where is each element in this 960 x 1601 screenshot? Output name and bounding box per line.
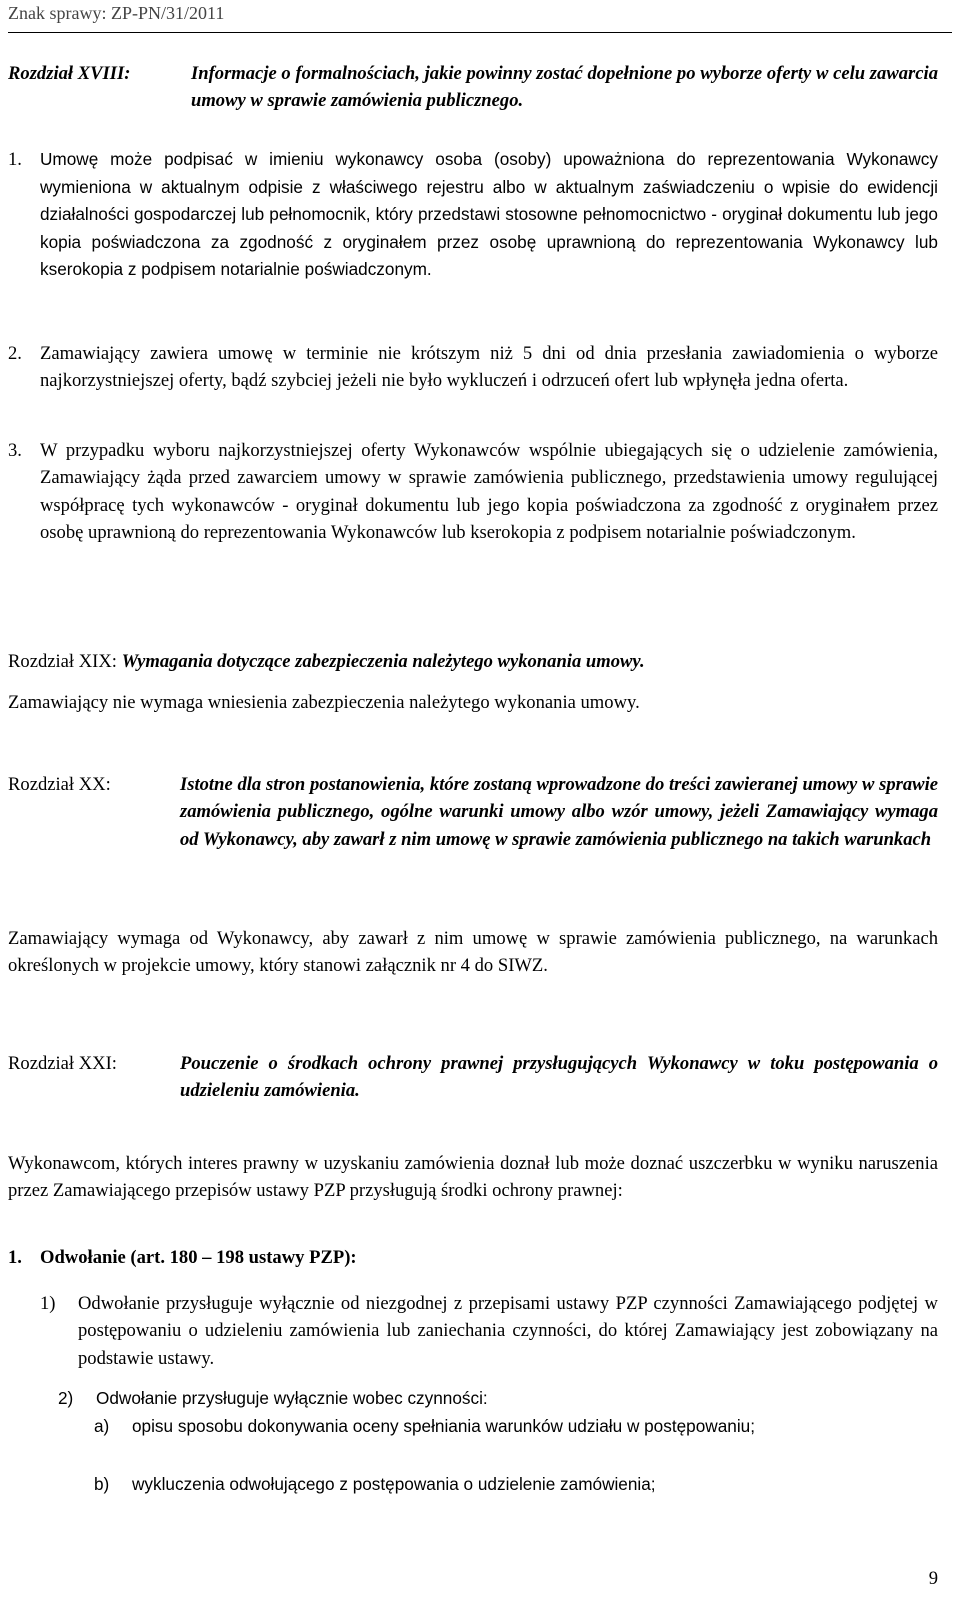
item-text: Umowę może podpisać w imieniu wykonawcy osoba (osoby) upoważniona do reprezentowania Wykonawcy wymieniona w aktualnym odpisie z właściwego rejestru albo w aktualnym zaświadczeniu o wpisie do ewidencji działalności gospodarczej lub pełnomocnik, który przedstawi stosowne pełnomocnictwo - oryginał dokumentu lub jego kopia poświadczona za zgodność z oryginałem przez osobę uprawnioną do reprezentowania Wykonawcy lub kserokopia z podpisem notarialnie poświadczonym.	[40, 149, 938, 280]
paragraph: Zamawiający nie wymaga wniesienia zabezpieczenia należytego wykonania umowy.	[8, 692, 640, 713]
chapter-20-heading	[8, 771, 938, 853]
chapter-title: Informacje o formalnościach, jakie powinny zostać dopełnione po wyborze oferty w celu zawarcia umowy w sprawie zamówienia publicznego.	[191, 63, 938, 112]
section-number: 1.	[8, 1247, 22, 1268]
chapter-18-item-1	[8, 146, 938, 284]
chapter-21-heading	[8, 1050, 938, 1105]
chapter-label: Rozdział XXI:	[8, 1053, 117, 1074]
chapter-20-text	[8, 925, 938, 980]
page-header	[8, 0, 952, 33]
chapter-label: Rozdział XVIII:	[8, 63, 131, 84]
chapter-18-heading	[8, 60, 938, 115]
point-text: Odwołanie przysługuje wyłącznie wobec czynności:	[96, 1388, 488, 1408]
chapter-title: Pouczenie o środkach ochrony prawnej przysługujących Wykonawcy w toku postępowania o udzieleniu zamówienia.	[180, 1053, 938, 1102]
chapter-18-item-3	[8, 437, 938, 547]
item-number: 2.	[8, 343, 22, 364]
item-text: Zamawiający zawiera umowę w terminie nie krótszym niż 5 dni od dnia przesłania zawiadomienia o wyborze najkorzystniejszej oferty, bądź szybciej jeżeli nie było wykluczeń i odrzuceń ofert lub wpłynęła jedna oferta.	[40, 343, 938, 392]
item-number: 1.	[8, 149, 22, 170]
section-1-point-2	[58, 1385, 938, 1412]
point-text: Odwołanie przysługuje wyłącznie od niezgodnej z przepisami ustawy PZP czynności Zamawiającego podjętej w postępowaniu o udzieleniu zamówienia lub zaniechania czynności, do której Zamawiający jest zobowiązany na podstawie ustawy.	[78, 1293, 938, 1369]
point-2-sub-a	[94, 1413, 938, 1440]
point-number: 1)	[40, 1293, 56, 1314]
paragraph: Zamawiający wymaga od Wykonawcy, aby zawarł z nim umowę w sprawie zamówienia publicznego, na warunkach określonych w projekcie umowy, który stanowi załącznik nr 4 do SIWZ.	[8, 928, 938, 977]
chapter-label: Rozdział XIX:	[8, 651, 117, 672]
chapter-21-section-1	[8, 1244, 938, 1271]
chapter-title: Istotne dla stron postanowienia, które zostaną wprowadzone do treści zawieranej umowy w sprawie zamówienia publicznego, ogólne warunki umowy albo wzór umowy, jeżeli Zamawiający wymaga od Wykonawcy, aby zawarł z nim umowę w sprawie zamówienia publicznego na takich warunkach	[180, 774, 938, 850]
sub-point-letter: a)	[94, 1416, 110, 1436]
sub-point-text: wykluczenia odwołującego z postępowania o udzielenie zamówienia;	[132, 1474, 656, 1494]
chapter-21-intro	[8, 1150, 938, 1205]
sub-point-text: opisu sposobu dokonywania oceny spełniania warunków udziału w postępowaniu;	[132, 1416, 755, 1436]
point-2-sub-b	[94, 1471, 938, 1498]
chapter-19-text	[8, 689, 938, 716]
case-number: Znak sprawy: ZP-PN/31/2011	[8, 3, 225, 23]
point-number: 2)	[58, 1388, 74, 1408]
chapter-19-heading	[8, 648, 938, 675]
chapter-18-item-2	[8, 340, 938, 395]
chapter-label: Rozdział XX:	[8, 774, 111, 795]
chapter-title: Wymagania dotyczące zabezpieczenia należytego wykonania umowy.	[121, 651, 645, 672]
section-title: Odwołanie (art. 180 – 198 ustawy PZP):	[40, 1247, 357, 1268]
sub-point-letter: b)	[94, 1474, 110, 1494]
paragraph: Wykonawcom, których interes prawny w uzyskaniu zamówienia doznał lub może doznać uszczerbku w wyniku naruszenia przez Zamawiającego przepisów ustawy PZP przysługują środki ochrony prawnej:	[8, 1153, 938, 1202]
item-number: 3.	[8, 440, 22, 461]
item-text: W przypadku wyboru najkorzystniejszej oferty Wykonawców wspólnie ubiegających się o udzielenie zamówienia, Zamawiający żąda przed zawarciem umowy w sprawie zamówienia publicznego, przedstawienia umowy regulującej współpracę tych wykonawców - oryginał dokumentu lub jego kopia poświadczona za zgodność z oryginałem przez osobę uprawnioną do reprezentowania Wykonawców lub kserokopia z podpisem notarialnie poświadczonym.	[40, 440, 938, 544]
section-1-point-1	[40, 1290, 938, 1372]
page-number: 9	[928, 1568, 938, 1589]
